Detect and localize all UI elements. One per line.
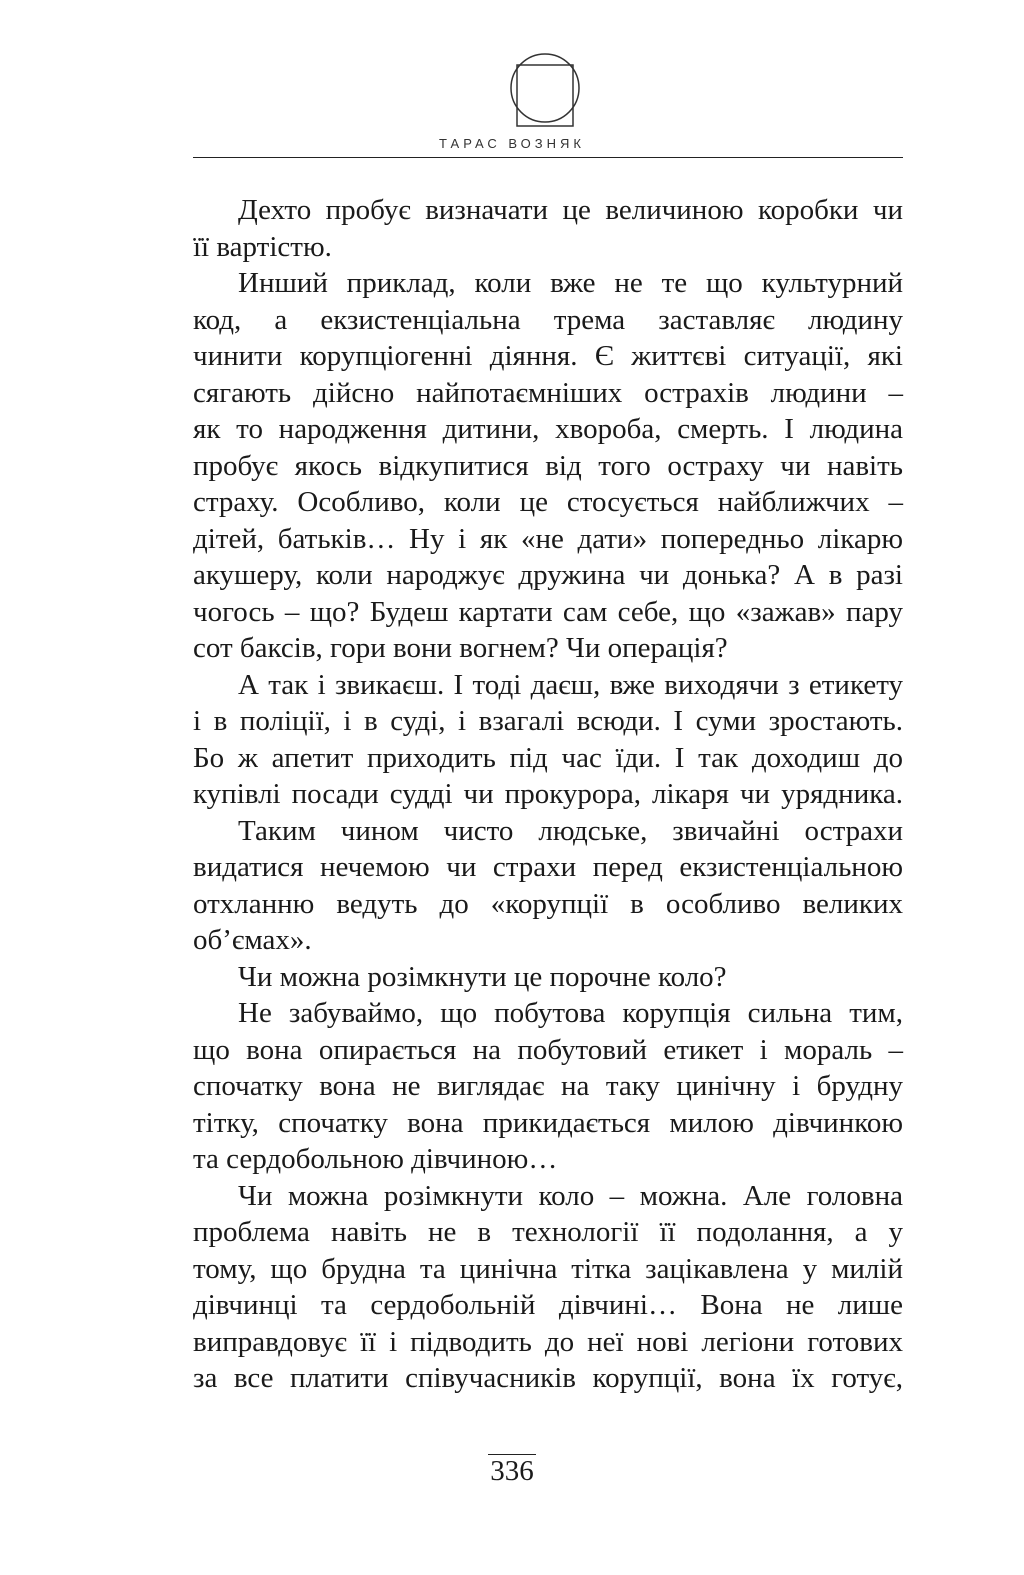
header-rule: [193, 157, 903, 158]
circle-square-emblem-icon: [509, 48, 581, 128]
text-line: Бо ж апетит приходить під час їди. І так доходиш до: [193, 741, 903, 774]
running-header-author: ТАРАС ВОЗНЯК: [439, 136, 585, 151]
text-line: дівчинці та сердобольній дівчині… Вона не лише: [193, 1289, 903, 1321]
text-line: видатися нечемою чи страхи перед екзистенціальною: [193, 851, 903, 883]
text-line: купівлі посади судді чи прокурора, лікаря чи урядника.: [193, 778, 903, 810]
text-line: пробує якось відкупитися від того остраху чи навіть: [193, 449, 903, 482]
text-line: спочатку вона не виглядає на таку цинічну і брудну: [193, 1070, 903, 1102]
text-line: виправдовує її і підводить до неї нові легіони готових: [193, 1325, 903, 1358]
text-line: сот баксів, гори вони вогнем? Чи операція?: [193, 632, 728, 664]
text-line: страху. Особливо, коли це стосується найближчих –: [193, 486, 903, 518]
text-line: А так і звикаєш. І тоді даєш, вже виходячи з етикету: [238, 668, 903, 701]
text-line: і в поліції, і в суді, і взагалі всюди. І суми зростають.: [193, 705, 903, 737]
body-text: [193, 192, 903, 1397]
text-line: Чи можна розімкнути коло – можна. Але головна: [238, 1179, 903, 1212]
text-line: її вартістю.: [193, 230, 332, 263]
text-line: дітей, батьків… Ну і як «не дати» попередньо лікарю: [193, 522, 903, 555]
text-line: Не забуваймо, що побутова корупція сильна тим,: [238, 997, 903, 1029]
text-line: об’ємах».: [193, 924, 312, 956]
text-line: Дехто пробує визначати це величиною коробки чи: [238, 194, 903, 226]
text-line: сягають дійсно найпотаємніших острахів людини –: [193, 376, 903, 409]
text-line: акушеру, коли народжує дружина чи донька? А в разі: [193, 559, 903, 591]
page-number: [0, 1455, 1024, 1488]
text-line: Инший приклад, коли вже не те що культурний: [238, 267, 903, 299]
text-line: код, а екзистенціальна трема заставляє людину: [193, 303, 903, 336]
text-line: тітку, спочатку вона прикидається милою дівчинкою: [193, 1106, 903, 1139]
text-line: Таким чином чисто людське, звичайні острахи: [238, 814, 903, 847]
text-line: та сердобольною дівчиною…: [193, 1143, 558, 1175]
text-line: отхланню ведуть до «корупції в особливо великих: [193, 887, 903, 920]
text-line: що вона опирається на побутовий етикет і мораль –: [193, 1033, 903, 1066]
text-line: чогось – що? Будеш картати сам себе, що «зажав» пару: [193, 595, 903, 628]
text-line: як то народження дитини, хвороба, смерть. І людина: [193, 413, 903, 445]
text-line: тому, що брудна та цинічна тітка зацікавлена у милій: [193, 1252, 903, 1285]
text-line: проблема навіть не в технології її подолання, а у: [193, 1216, 903, 1248]
text-line: за все платити співучасників корупції, вона їх готує,: [193, 1362, 903, 1394]
text-line: Чи можна розімкнути це порочне коло?: [238, 960, 727, 993]
page-number-value: 336: [490, 1455, 534, 1487]
text-line: чинити корупціогенні діяння. Є життєві ситуації, які: [193, 340, 903, 372]
